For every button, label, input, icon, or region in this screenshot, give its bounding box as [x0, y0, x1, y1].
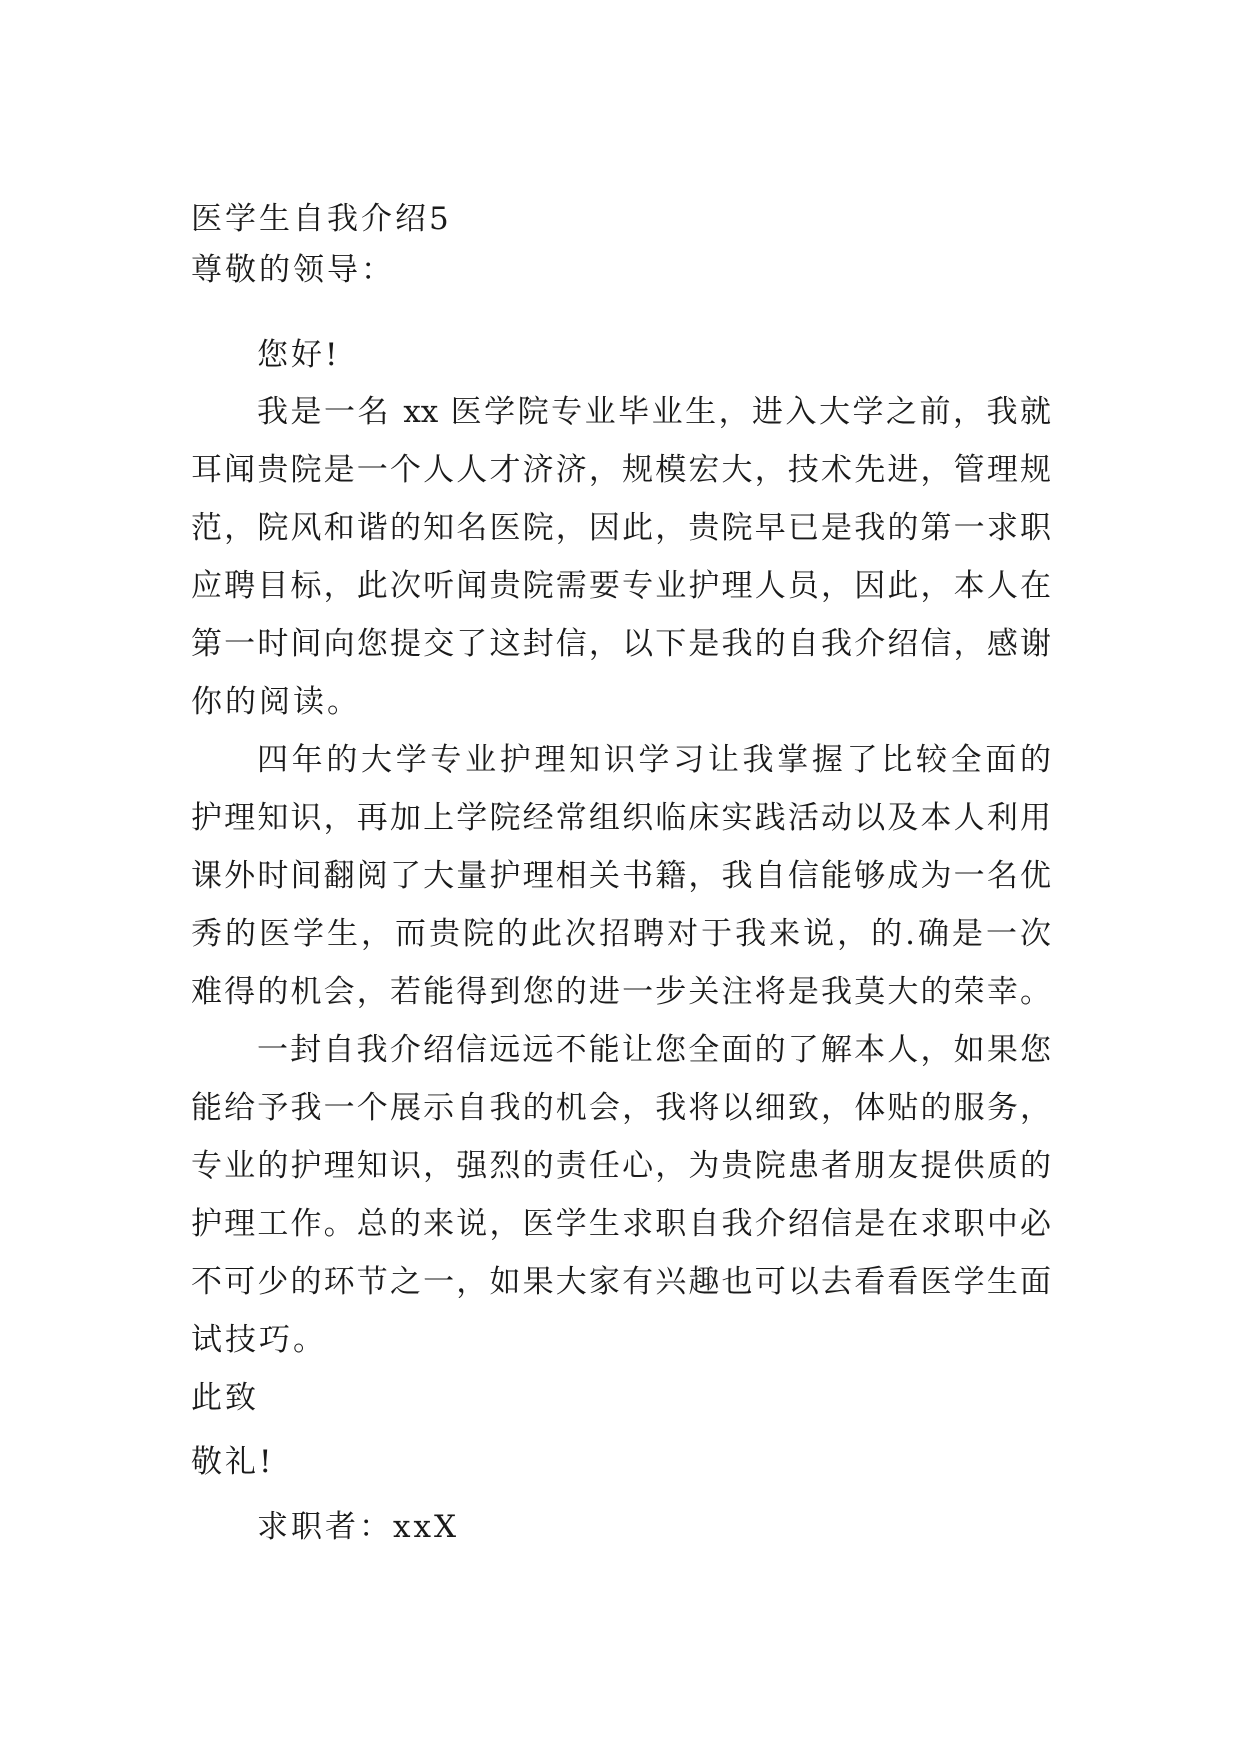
paragraph-line: 我是一名 xx 医学院专业毕业生，进入大学之前，我就	[257, 394, 1051, 430]
closing-line-1: 此致	[191, 1380, 259, 1416]
greeting: 您好!	[257, 337, 341, 373]
paragraph-line: 护理工作。总的来说，医学生求职自我介绍信是在求职中必	[191, 1206, 1051, 1242]
paragraph-line: 第一时间向您提交了这封信，以下是我的自我介绍信，感谢	[191, 626, 1051, 662]
paragraph-line: 范，院风和谐的知名医院，因此，贵院早已是我的第一求职	[191, 510, 1051, 546]
document-title: 医学生自我介绍5	[191, 201, 452, 237]
closing-line-2: 敬礼!	[191, 1444, 275, 1480]
paragraph-1	[191, 393, 1071, 741]
salutation: 尊敬的领导：	[191, 252, 395, 288]
signature: 求职者：xxX	[257, 1509, 460, 1545]
paragraph-line: 试技巧。	[191, 1322, 327, 1358]
paragraph-line: 护理知识，再加上学院经常组织临床实践活动以及本人利用	[191, 800, 1051, 836]
paragraph-line: 你的阅读。	[191, 684, 361, 720]
paragraph-line: 一封自我介绍信远远不能让您全面的了解本人，如果您	[257, 1032, 1051, 1068]
paragraph-line: 秀的医学生，而贵院的此次招聘对于我来说，的.确是一次	[191, 916, 1051, 952]
paragraph-line: 课外时间翻阅了大量护理相关书籍，我自信能够成为一名优	[191, 858, 1051, 894]
paragraph-line: 四年的大学专业护理知识学习让我掌握了比较全面的	[257, 742, 1051, 778]
paragraph-line: 能给予我一个展示自我的机会，我将以细致，体贴的服务，	[191, 1090, 1051, 1126]
paragraph-3	[191, 1031, 1071, 1379]
paragraph-2	[191, 741, 1071, 1031]
paragraph-line: 不可少的环节之一，如果大家有兴趣也可以去看看医学生面	[191, 1264, 1051, 1300]
paragraph-line: 应聘目标，此次听闻贵院需要专业护理人员，因此，本人在	[191, 568, 1051, 604]
paragraph-line: 耳闻贵院是一个人人才济济，规模宏大，技术先进，管理规	[191, 452, 1051, 488]
paragraph-line: 难得的机会，若能得到您的进一步关注将是我莫大的荣幸。	[191, 974, 1051, 1010]
paragraph-line: 专业的护理知识，强烈的责任心，为贵院患者朋友提供质的	[191, 1148, 1051, 1184]
